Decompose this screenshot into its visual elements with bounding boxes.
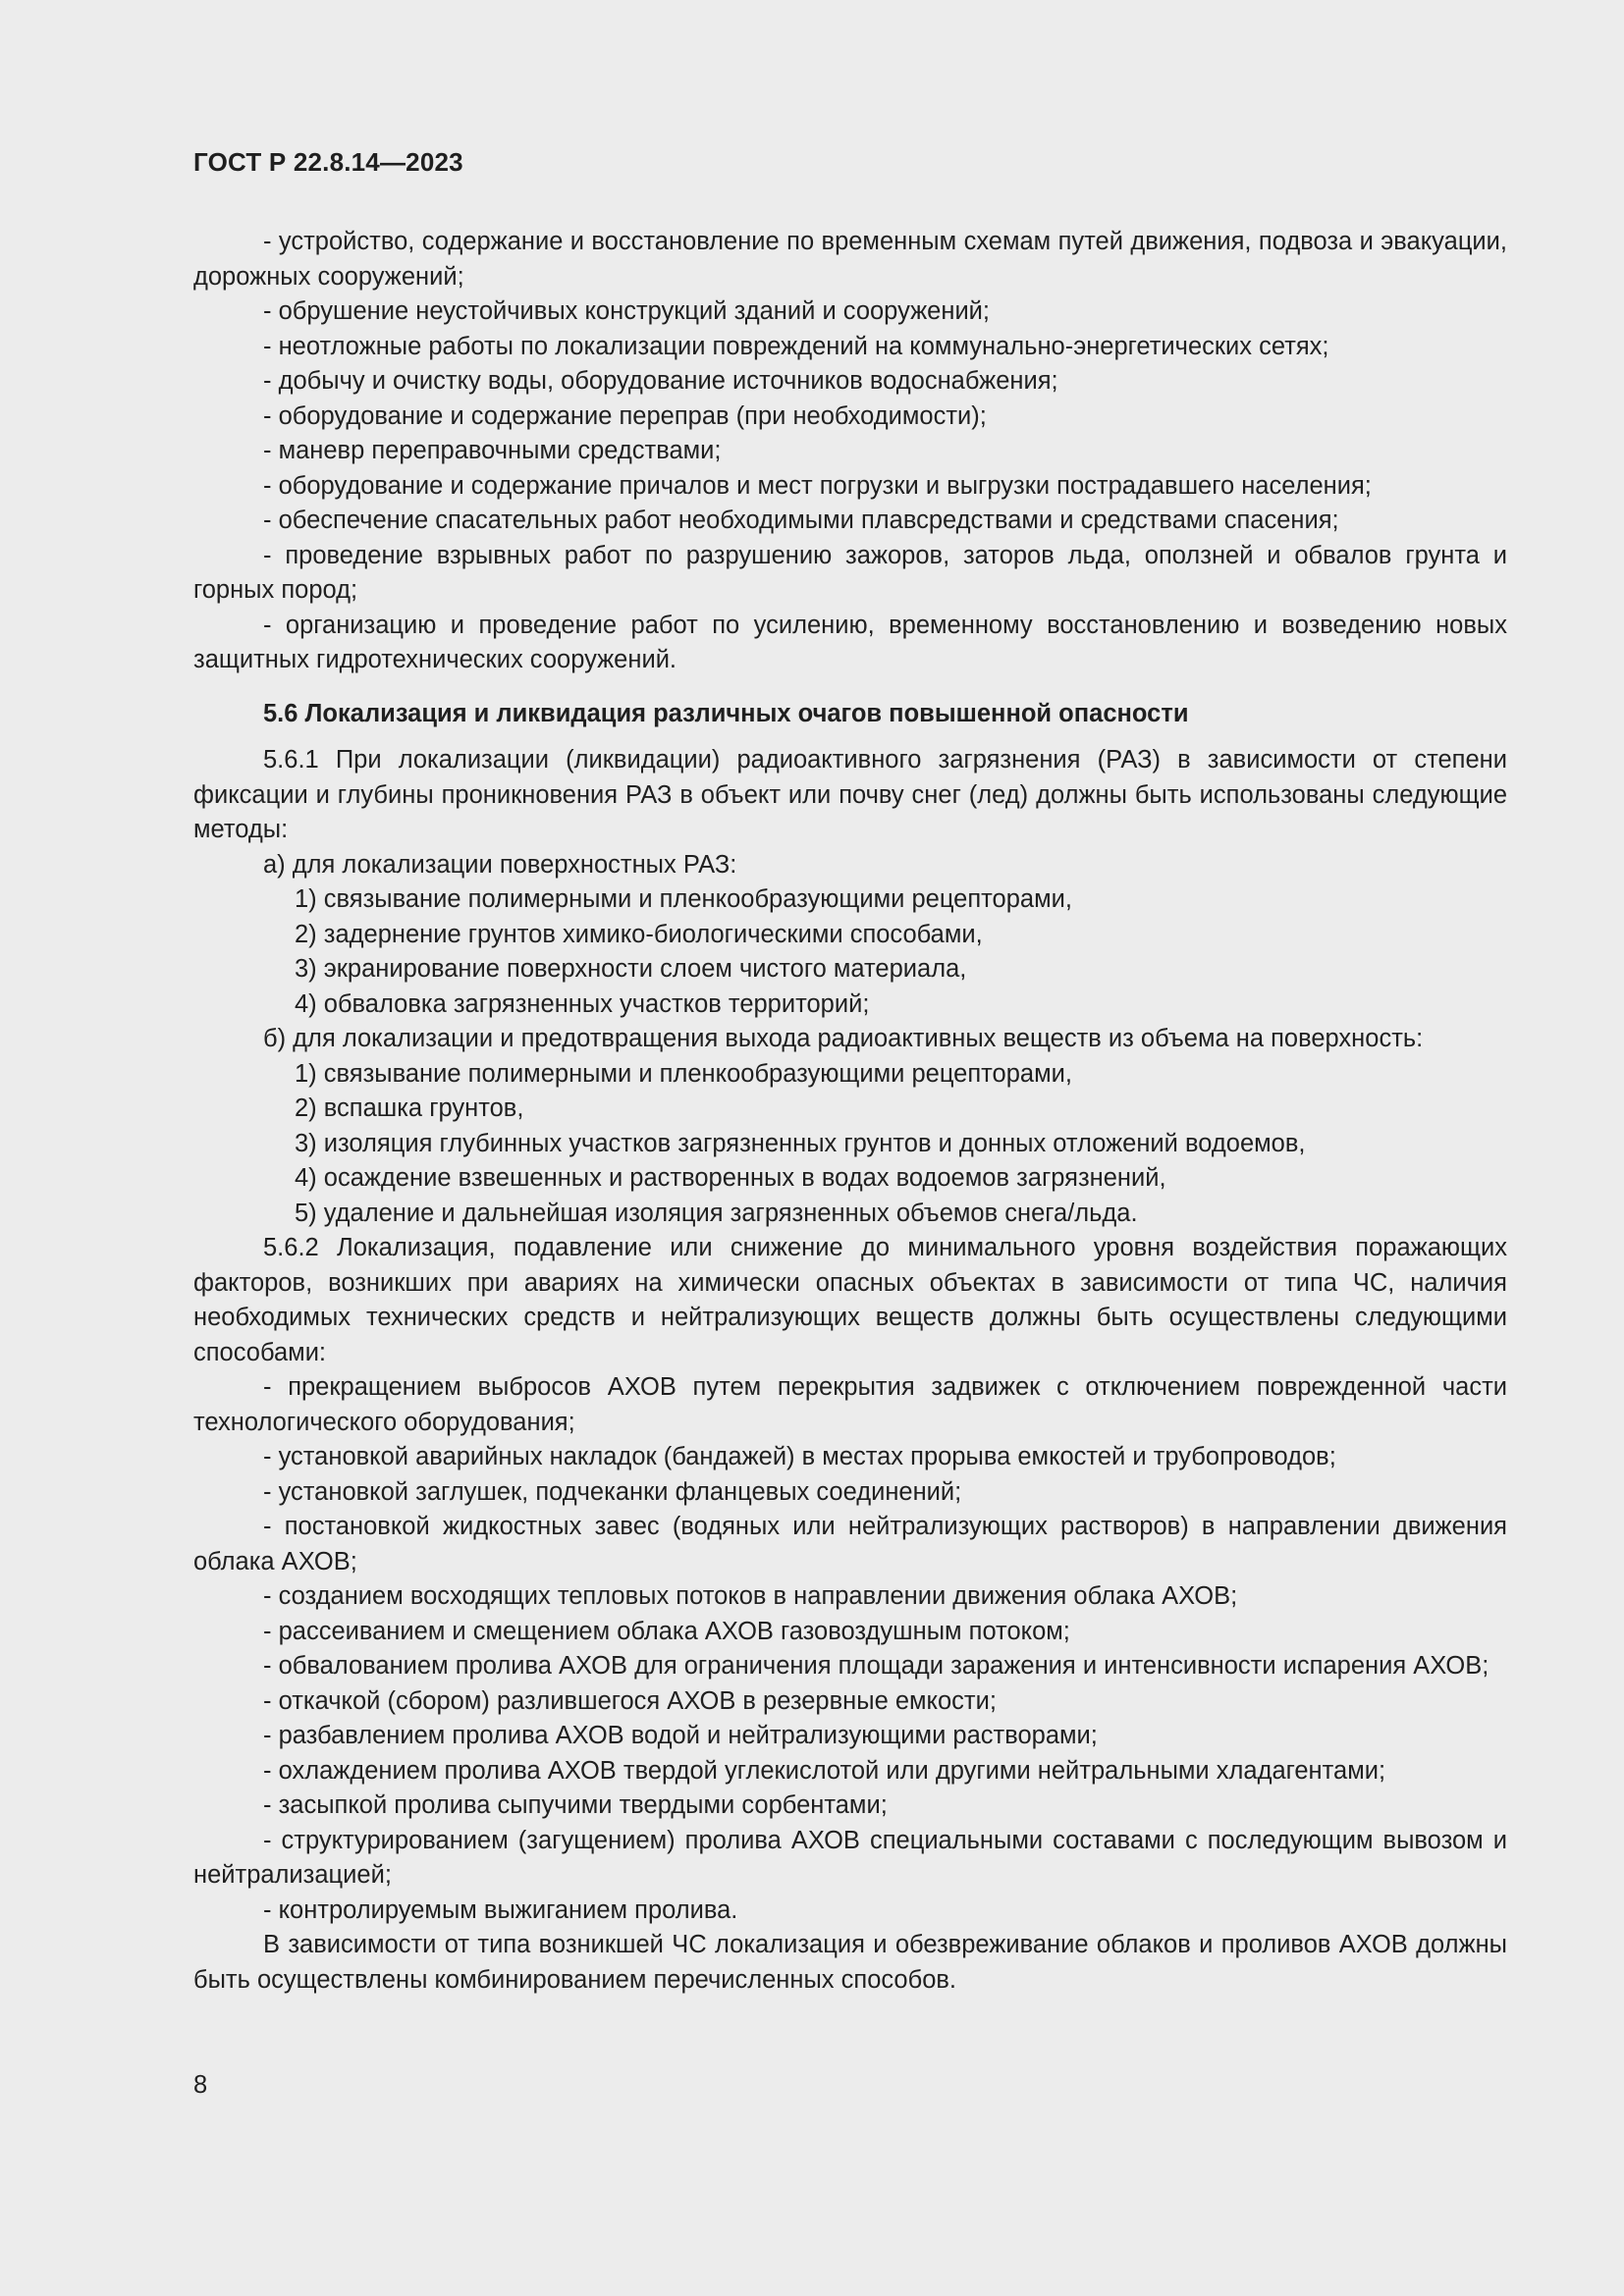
list-item: - прекращением выбросов АХОВ путем перекрытия задвижек с отключением поврежденной части технологического оборудования;	[193, 1373, 1507, 1436]
final-paragraph: В зависимости от типа возникшей ЧС локализация и обезвреживание облаков и проливов АХОВ должны быть осуществлены комбинированием перечисленных способов.	[193, 1931, 1507, 1994]
list-a-title: а) для локализации поверхностных РАЗ:	[263, 850, 737, 879]
list-item: 4) осаждение взвешенных и растворенных в водах водоемов загрязнений,	[295, 1164, 1166, 1192]
list-item: 1) связывание полимерными и пленкообразующими рецепторами,	[295, 885, 1072, 913]
list-item: - обеспечение спасательных работ необходимыми плавсредствами и средствами спасения;	[263, 507, 1339, 534]
list-item: - маневр переправочными средствами;	[263, 437, 722, 464]
list-item: - контролируемым выжиганием пролива.	[263, 1896, 738, 1924]
list-item: - разбавлением пролива АХОВ водой и нейтрализующими растворами;	[263, 1722, 1098, 1749]
list-item: - засыпкой пролива сыпучими твердыми сорбентами;	[263, 1791, 888, 1819]
list-item: 4) обваловка загрязненных участков территорий;	[295, 989, 870, 1018]
paragraph-5-6-2: 5.6.2 Локализация, подавление или снижение до минимального уровня воздействия поражающих факторов, возникших при авариях на химически опасных объектах в зависимости от типа ЧС, наличия необходимых технических средств и нейтрализующих веществ должны быть осуществлены следующими способами:	[193, 1234, 1507, 1366]
list-item: - рассеиванием и смещением облака АХОВ газовоздушным потоком;	[263, 1617, 1070, 1645]
list-item: - структурированием (загущением) пролива АХОВ специальными составами с последующим вывозом и нейтрализацией;	[193, 1826, 1507, 1889]
list-item: - добычу и очистку воды, оборудование источников водоснабжения;	[263, 367, 1058, 395]
document-code-header: ГОСТ Р 22.8.14—2023	[193, 147, 463, 177]
list-item: - установкой аварийных накладок (бандажей) в местах прорыва емкостей и трубопроводов;	[263, 1443, 1336, 1470]
page-number: 8	[193, 2071, 208, 2099]
list-item: - установкой заглушек, подчеканки фланцевых соединений;	[263, 1477, 962, 1506]
list-item: 2) вспашка грунтов,	[295, 1095, 524, 1122]
document-body	[193, 225, 1507, 1998]
list-item: 1) связывание полимерными и пленкообразующими рецепторами,	[295, 1059, 1072, 1088]
list-item: - неотложные работы по локализации повреждений на коммунально-энергетических сетях;	[263, 332, 1329, 360]
list-item: - проведение взрывных работ по разрушению зажоров, заторов льда, оползней и обвалов грунта и горных пород;	[193, 541, 1507, 604]
section-heading: 5.6 Локализация и ликвидация различных очагов повышенной опасности	[263, 699, 1189, 727]
list-item: - оборудование и содержание переправ (при необходимости);	[263, 401, 987, 430]
paragraph-5-6-1: 5.6.1 При локализации (ликвидации) радиоактивного загрязнения (РАЗ) в зависимости от степени фиксации и глубины проникновения РАЗ в объект или почву снег (лед) должны быть использованы следующие методы:	[193, 746, 1507, 843]
list-item: - организацию и проведение работ по усилению, временному восстановлению и возведению новых защитных гидротехнических сооружений.	[193, 611, 1507, 673]
list-item: - устройство, содержание и восстановление по временным схемам путей движения, подвоза и эвакуации, дорожных сооружений;	[193, 228, 1507, 291]
list-item: - оборудование и содержание причалов и мест погрузки и выгрузки пострадавшего населения;	[263, 471, 1372, 500]
list-item: - охлаждением пролива АХОВ твердой углекислотой или другими нейтральными хладагентами;	[263, 1756, 1386, 1785]
list-item: - обвалованием пролива АХОВ для ограничения площади заражения и интенсивности испарения АХОВ;	[263, 1652, 1489, 1680]
list-item: 3) изоляция глубинных участков загрязненных грунтов и донных отложений водоемов,	[295, 1129, 1306, 1157]
list-b-title: б) для локализации и предотвращения выхода радиоактивных веществ из объема на поверхность:	[263, 1025, 1424, 1052]
list-item: 5) удаление и дальнейшая изоляция загрязненных объемов снега/льда.	[295, 1199, 1138, 1227]
list-item: - откачкой (сбором) разлившегося АХОВ в резервные емкости;	[263, 1686, 997, 1715]
list-item: 2) задернение грунтов химико-биологическими способами,	[295, 920, 983, 948]
list-item: - постановкой жидкостных завес (водяных или нейтрализующих растворов) в направлении движения облака АХОВ;	[193, 1513, 1507, 1575]
list-item: - созданием восходящих тепловых потоков в направлении движения облака АХОВ;	[263, 1582, 1238, 1610]
list-item: 3) экранирование поверхности слоем чистого материала,	[295, 955, 967, 983]
list-item: - обрушение неустойчивых конструкций зданий и сооружений;	[263, 297, 991, 325]
